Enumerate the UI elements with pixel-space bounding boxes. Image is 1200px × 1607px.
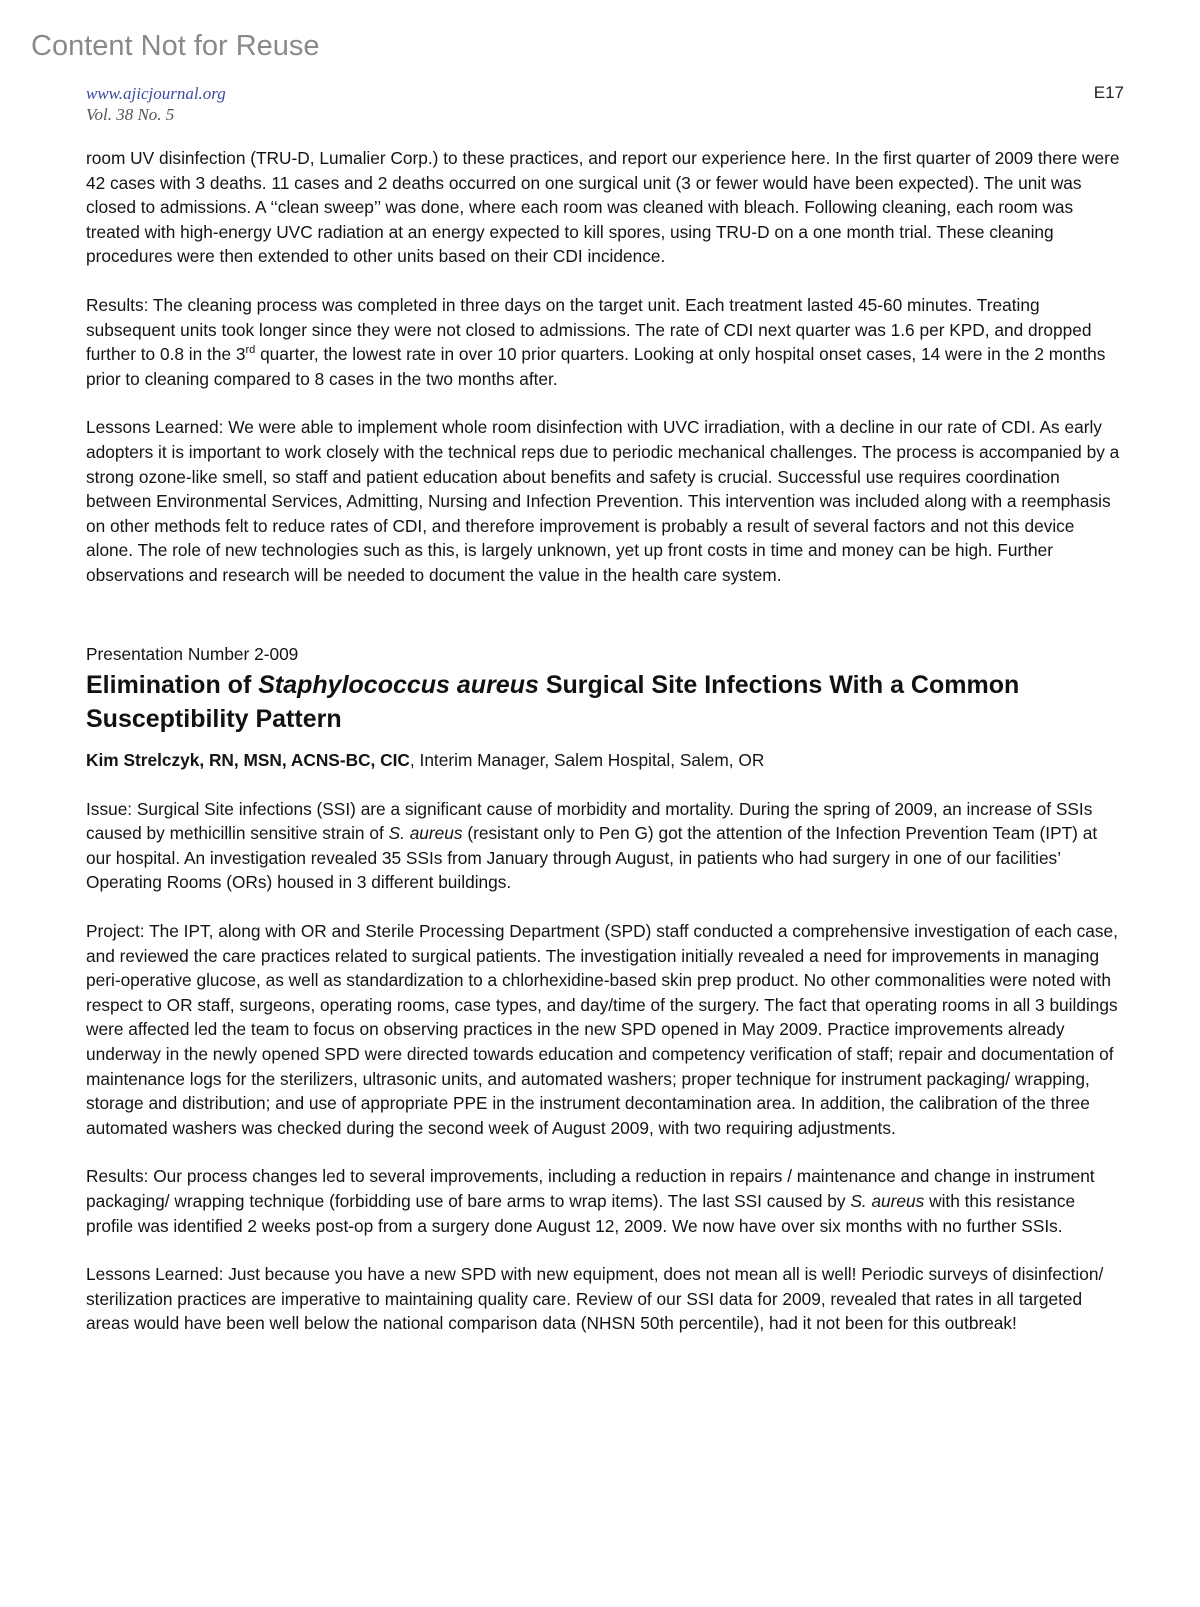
issue-text-a: Issue: Surgical Site infections (SSI) are a significant cause of morbidity and mortality. During the spring of 2009, an increase of SSIs caused by methicillin sensitive strain of: [86, 798, 1093, 844]
abstract-results: [86, 1164, 1126, 1238]
results-part-b: with this resistance profile was identified 2 weeks post-op from a surgery done August 12, 2009. We now have over six months with no further SSIs.: [86, 1191, 1076, 1236]
title-organism: Staphylococcus aureus: [258, 671, 539, 700]
results-organism: S. aureus: [850, 1191, 925, 1211]
running-header: [86, 83, 226, 125]
author-line: [86, 748, 1126, 773]
author-name: Kim Strelczyk, RN, MSN, ACNS-BC, CIC: [86, 750, 410, 771]
presentation-number: Presentation Number 2-009: [86, 643, 299, 664]
ordinal-superscript: rd: [245, 344, 256, 357]
results-part-a: Results: Our process changes led to several improvements, including a reduction in repairs / maintenance and change in instrument packaging/ wrapping technique (forbidding use of bare arms to wrap items). The last SSI caused by: [86, 1166, 1095, 1211]
page-content: [86, 146, 1126, 1360]
watermark: Content Not for Reuse: [31, 30, 320, 62]
prev-abstract-continuation: room UV disinfection (TRU-D, Lumalier Corp.) to these practices, and report our experience here. In the first quarter of 2009 there were 42 cases with 3 deaths. 11 cases and 2 deaths occurred on one surgical unit (3 or fewer would have been expected). The unit was closed to admissions. A ‘‘clean sweep’’ was done, where each room was cleaned with bleach. Following cleaning, each room was treated with high-energy UVC radiation at an energy expected to kill spores, using TRU-D on a one month trial. These cleaning procedures were then extended to other units based on their CDI incidence.: [86, 148, 1120, 267]
abstract-title: [86, 668, 1126, 736]
results-text-b: quarter, the lowest rate in over 10 prior quarters. Looking at only hospital onset cases, 14 were in the 2 months prior to cleaning compared to 8 cases in the two months after.: [86, 344, 1106, 389]
issue-organism: S. aureus: [388, 823, 463, 844]
abstract-project: Project: The IPT, along with OR and Sterile Processing Department (SPD) staff conducted a comprehensive investigation of each case, and reviewed the care practices related to surgical patients. The investigation initially revealed a need for improvements in managing peri-operative glucose, as well as standardization to a chlorhexidine-based skin prep product. No other commonalities were noted with respect to OR staff, surgeons, operating rooms, case types, and day/time of the surgery. The fact that operating rooms in all 3 buildings were affected led the team to focus on observing practices in the new SPD opened in May 2009. Practice improvements already underway in the newly opened SPD were directed towards education and competency verification of staff; repair and documentation of maintenance logs for the sterilizers, ultrasonic units, and automated washers; proper technique for instrument packaging/ wrapping, storage and distribution; and use of appropriate PPE in the instrument decontamination area. In addition, the calibration of the three automated washers was checked during the second week of August 2009, with two requiring adjustments.: [86, 921, 1118, 1138]
results-text-a: Results: The cleaning process was completed in three days on the target unit. Each treatment lasted 45-60 minutes. Treating subsequent units took longer since they were not closed to admissions. The rate of CDI next quarter was 1.6 per KPD, and dropped further to 0.8 in the 3: [86, 294, 1092, 365]
page-number: E17: [1093, 83, 1124, 102]
title-part-a: Elimination of: [86, 671, 259, 700]
prev-abstract-lessons: Lessons Learned: We were able to implement whole room disinfection with UVC irradiation, with a decline in our rate of CDI. As early adopters it is important to work closely with the technical reps due to periodic mechanical challenges. The process is accompanied by a strong ozone-like smell, so staff and patient education about benefits and safety is crucial. Successful use requires coordination between Environmental Services, Admitting, Nursing and Infection Prevention. This intervention was included along with a reemphasis on other methods felt to reduce rates of CDI, and therefore improvement is probably a result of several factors and not this device alone. The role of new technologies such as this, is largely unknown, yet up front costs in time and money can be high. Further observations and research will be needed to document the value in the health care system.: [86, 417, 1120, 585]
abstract-issue: [86, 797, 1126, 895]
abstract-lessons: Lessons Learned: Just because you have a new SPD with new equipment, does not mean all is well! Periodic surveys of disinfection/ sterilization practices are imperative to maintaining quality care. Review of our SSI data for 2009, revealed that rates in all targeted areas would have been well below the national comparison data (NHSN 50th percentile), had it not been for this outbreak!: [86, 1264, 1104, 1334]
prev-abstract-results: [86, 293, 1126, 391]
journal-url[interactable]: www.ajicjournal.org: [86, 84, 226, 103]
journal-volume: Vol. 38 No. 5: [86, 105, 175, 124]
issue-text-b: (resistant only to Pen G) got the attention of the Infection Prevention Team (IPT) at our hospital. An investigation revealed 35 SSIs from January through August, in patients who had surgery in one of our facilities’ Operating Rooms (ORs) housed in 3 different buildings.: [86, 823, 1098, 893]
title-part-b: Surgical Site Infections With a Common Susceptibility Pattern: [86, 671, 1020, 734]
author-affiliation: , Interim Manager, Salem Hospital, Salem, OR: [409, 750, 765, 771]
